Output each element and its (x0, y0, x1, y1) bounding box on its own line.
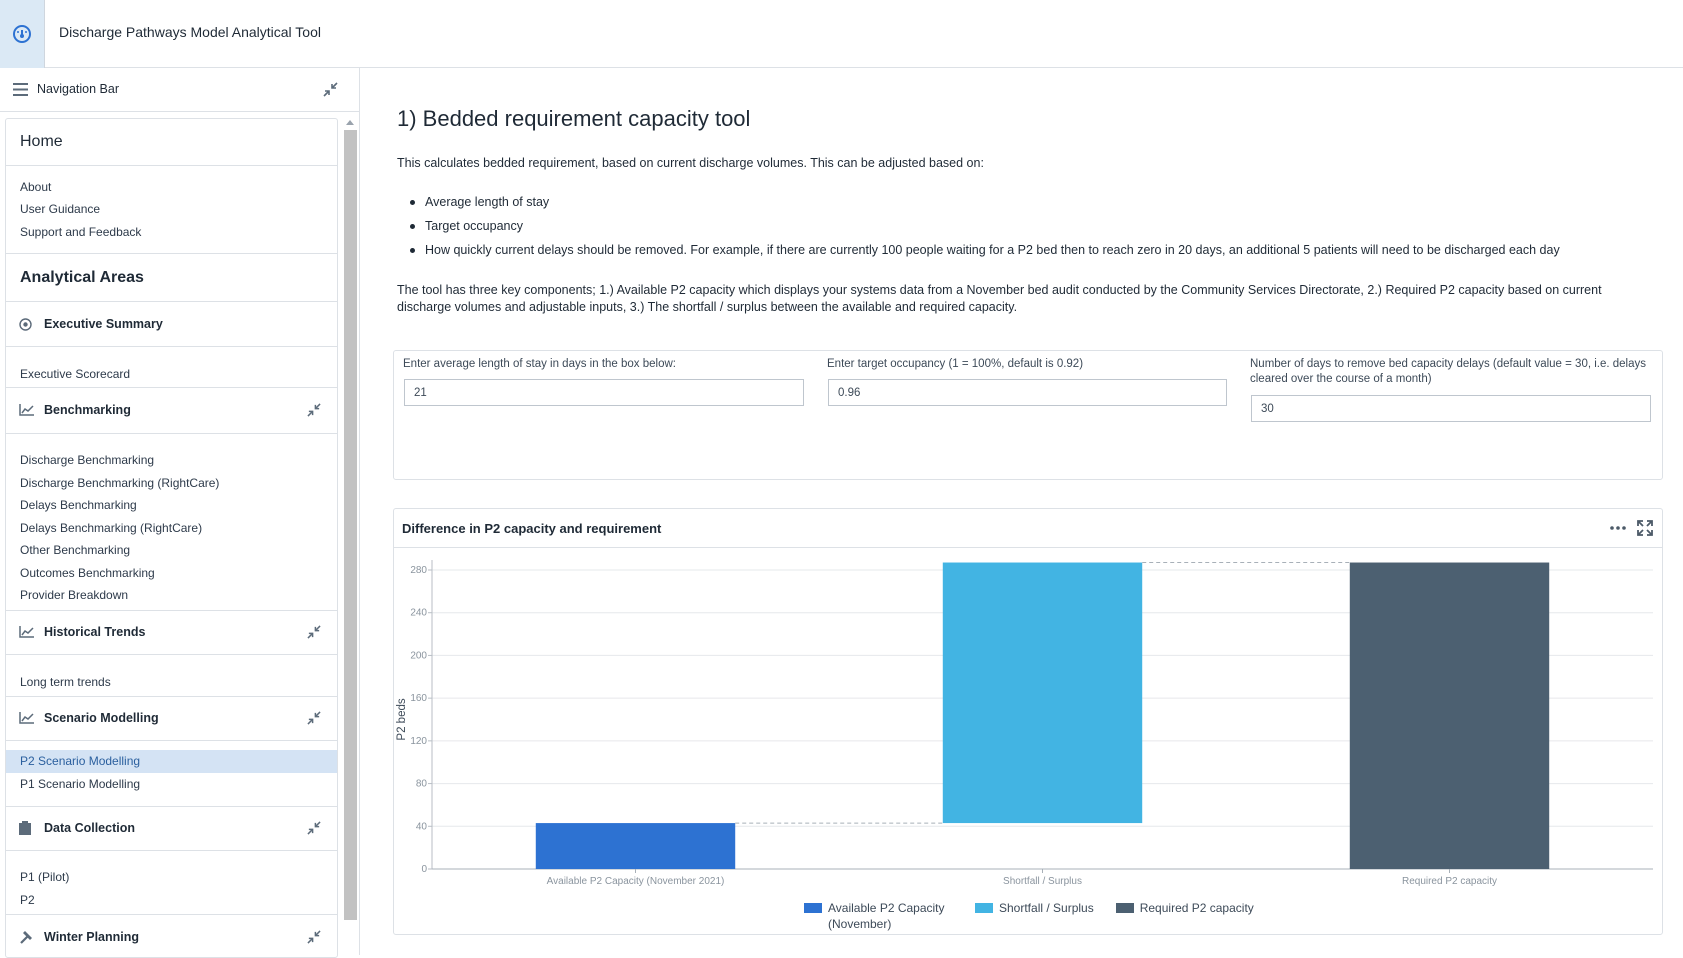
nav-item-executive-scorecard[interactable]: Executive Scorecard (20, 367, 131, 381)
chart-title: Difference in P2 capacity and requirement (402, 521, 662, 536)
y-tick-label: 80 (415, 778, 427, 790)
legend-swatch (975, 903, 993, 913)
nav-item-support[interactable]: Support and Feedback (20, 225, 142, 239)
x-tick-label: Shortfall / Surplus (1003, 876, 1082, 887)
legend-item[interactable] (1116, 900, 1254, 932)
y-tick-label: 280 (410, 565, 427, 576)
historical-trends-label: Historical Trends (44, 625, 146, 639)
bullet-item: Target occupancy (410, 218, 1670, 234)
executive-summary-label: Executive Summary (44, 317, 163, 331)
bar (943, 563, 1142, 824)
legend-label: Shortfall / Surplus (999, 901, 1094, 915)
legend-item[interactable] (804, 900, 953, 932)
bar (1350, 563, 1549, 869)
nav-item-p1-scenario-modelling[interactable]: P1 Scenario Modelling (20, 777, 141, 791)
occupancy-label: Enter target occupancy (1 = 100%, default is 0.92) (827, 358, 1084, 370)
scenario-modelling-label: Scenario Modelling (44, 711, 159, 725)
nav-item-provider-breakdown[interactable]: Provider Breakdown (20, 588, 129, 602)
nav-item-user-guidance[interactable]: User Guidance (20, 202, 101, 216)
nav-item-p2-scenario-modelling[interactable]: P2 Scenario Modelling (20, 754, 141, 768)
nav-item-about[interactable]: About (20, 180, 52, 194)
los-label: Enter average length of stay in days in the box below: (403, 358, 676, 370)
description-text: The tool has three key components; 1.) Available P2 capacity which displays your systems data from a November bed audit conducted by the Community Services Directorate, 2.) Required P2 capacity based on current discharge volumes and adjustable inputs, 3.) The shortfall / surplus between the available and required capacity. (397, 283, 1602, 314)
bullet-item: Average length of stay (410, 194, 1670, 210)
benchmarking-label: Benchmarking (44, 403, 131, 417)
nav-item-delays-benchmarking[interactable]: Delays Benchmarking (20, 498, 137, 512)
bullet-item: How quickly current delays should be removed. For example, if there are currently 100 people waiting for a P2 bed then to reach zero in 20 days, an additional 5 patients will need to be discharged each day (410, 242, 1670, 258)
page-title: 1) Bedded requirement capacity tool (397, 106, 751, 131)
nav-item-long-term-trends[interactable]: Long term trends (20, 675, 111, 689)
data-collection-label: Data Collection (44, 821, 135, 835)
legend-swatch (804, 903, 822, 913)
nav-item-p2[interactable]: P2 (20, 893, 35, 907)
chart-legend (804, 900, 1254, 932)
nav-item-p1-pilot[interactable]: P1 (Pilot) (20, 870, 70, 884)
analytical-areas-heading: Analytical Areas (20, 269, 144, 286)
nav-item-discharge-benchmarking[interactable]: Discharge Benchmarking (20, 453, 155, 467)
y-tick-label: 40 (415, 821, 427, 833)
y-tick-label: 200 (410, 650, 427, 662)
y-tick-label: 240 (410, 607, 427, 619)
nav-item-discharge-benchmarking-rightcare[interactable]: Discharge Benchmarking (RightCare) (20, 476, 220, 490)
nav-title: Navigation Bar (37, 82, 119, 96)
legend-swatch (1116, 903, 1134, 913)
legend-label: Available P2 Capacity (November) (828, 901, 945, 931)
delay-days-label: Number of days to remove bed capacity delays (default value = 30, i.e. delays cleared over the course of a month) (1250, 358, 1647, 385)
intro-text: This calculates bedded requirement, based on current discharge volumes. This can be adjusted based on: (397, 156, 984, 170)
y-tick-label: 0 (421, 864, 427, 875)
nav-item-other-benchmarking[interactable]: Other Benchmarking (20, 543, 131, 557)
y-tick-label: 160 (410, 693, 427, 705)
x-tick-label: Required P2 capacity (1401, 876, 1498, 887)
x-tick-label: Available P2 Capacity (November 2021) (546, 876, 725, 887)
winter-planning-label: Winter Planning (44, 930, 140, 944)
legend-item[interactable] (975, 900, 1094, 932)
home-heading: Home (20, 133, 63, 150)
y-axis-title: P2 beds (396, 698, 408, 741)
app-title: Discharge Pathways Model Analytical Tool (59, 24, 321, 40)
y-tick-label: 120 (410, 735, 427, 747)
nav-item-outcomes-benchmarking[interactable]: Outcomes Benchmarking (20, 566, 155, 580)
legend-label: Required P2 capacity (1139, 901, 1254, 915)
bar (536, 823, 735, 869)
nav-item-delays-benchmarking-rightcare[interactable]: Delays Benchmarking (RightCare) (20, 521, 203, 535)
